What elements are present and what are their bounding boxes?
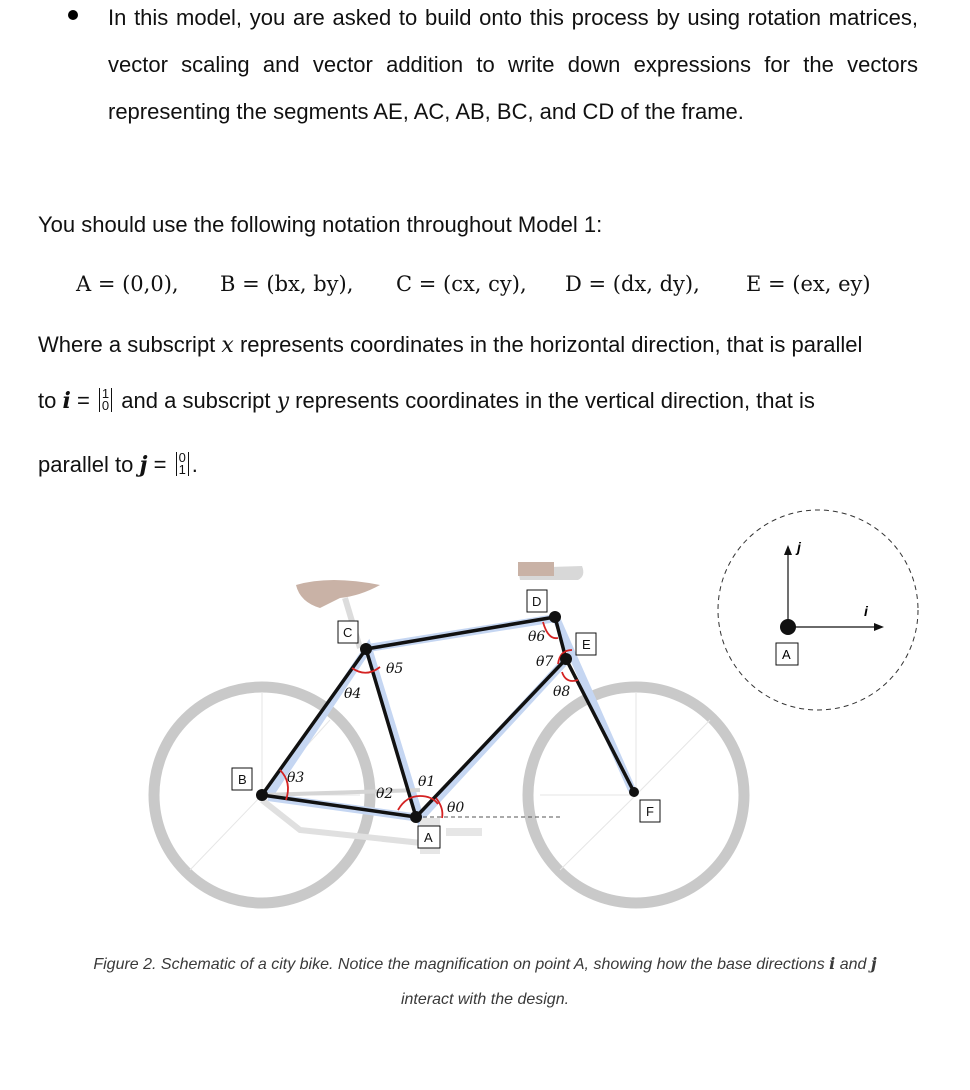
joint-a — [410, 811, 422, 823]
notation-e: E = (ex, ey) — [746, 272, 871, 296]
inset-point-a — [780, 619, 796, 635]
paragraph-line-3: parallel to j = 0 1 . — [38, 450, 198, 478]
theta-8: θ8 — [553, 684, 571, 700]
theta-2: θ2 — [376, 786, 394, 802]
label-e: E — [582, 637, 591, 652]
theta-6: θ6 — [528, 629, 546, 645]
joint-f — [629, 787, 639, 797]
theta-5: θ5 — [386, 661, 404, 677]
theta-3: θ3 — [287, 770, 305, 786]
paragraph-line-1: Where a subscript x represents coordinates in the horizontal direction, that is parallel — [38, 332, 863, 358]
theta-7: θ7 — [536, 654, 554, 670]
theta-1: θ1 — [418, 774, 436, 790]
inset-i-label: i — [864, 603, 868, 619]
joint-b — [256, 789, 268, 801]
notation-a: A = (0,0), — [76, 272, 179, 296]
label-a: A — [424, 830, 433, 845]
inset-label-a: A — [782, 647, 791, 662]
figure-caption-line-1: Figure 2. Schematic of a city bike. Notice the magnification on point A, showing how the base directions i and j — [93, 954, 877, 973]
notation-d: D = (dx, dy), — [565, 272, 700, 296]
inset-circle — [718, 510, 918, 710]
inset-j-label: j — [797, 539, 801, 555]
label-c: C — [343, 625, 353, 640]
label-b: B — [238, 772, 247, 787]
notation-b: B = (bx, by), — [220, 272, 354, 296]
label-d: D — [532, 594, 542, 609]
joint-e — [560, 653, 572, 665]
theta-0: θ0 — [447, 800, 465, 816]
i-vector: 1 0 — [99, 388, 112, 412]
joint-c — [360, 643, 372, 655]
handlebar-icon — [518, 562, 554, 576]
paragraph-line-2: to i = 1 0 and a subscript y represents coordinates in the vertical direction, that is — [38, 386, 815, 414]
figure-caption-line-2: interact with the design. — [400, 991, 570, 1008]
joint-d — [549, 611, 561, 623]
seat-icon — [296, 580, 380, 608]
j-vector: 0 1 — [176, 452, 189, 476]
bullet-text: In this model, you are asked to build onto this process by using rotation matrices, vector scaling and vector addition to write down expressions for the vectors representing the segments AE, AC, AB, BC, and CD of the frame. — [108, 5, 918, 124]
label-f: F — [646, 804, 654, 819]
theta-4: θ4 — [344, 686, 362, 702]
notation-intro: You should use the following notation throughout Model 1: — [38, 212, 603, 237]
notation-c: C = (cx, cy), — [396, 272, 527, 296]
